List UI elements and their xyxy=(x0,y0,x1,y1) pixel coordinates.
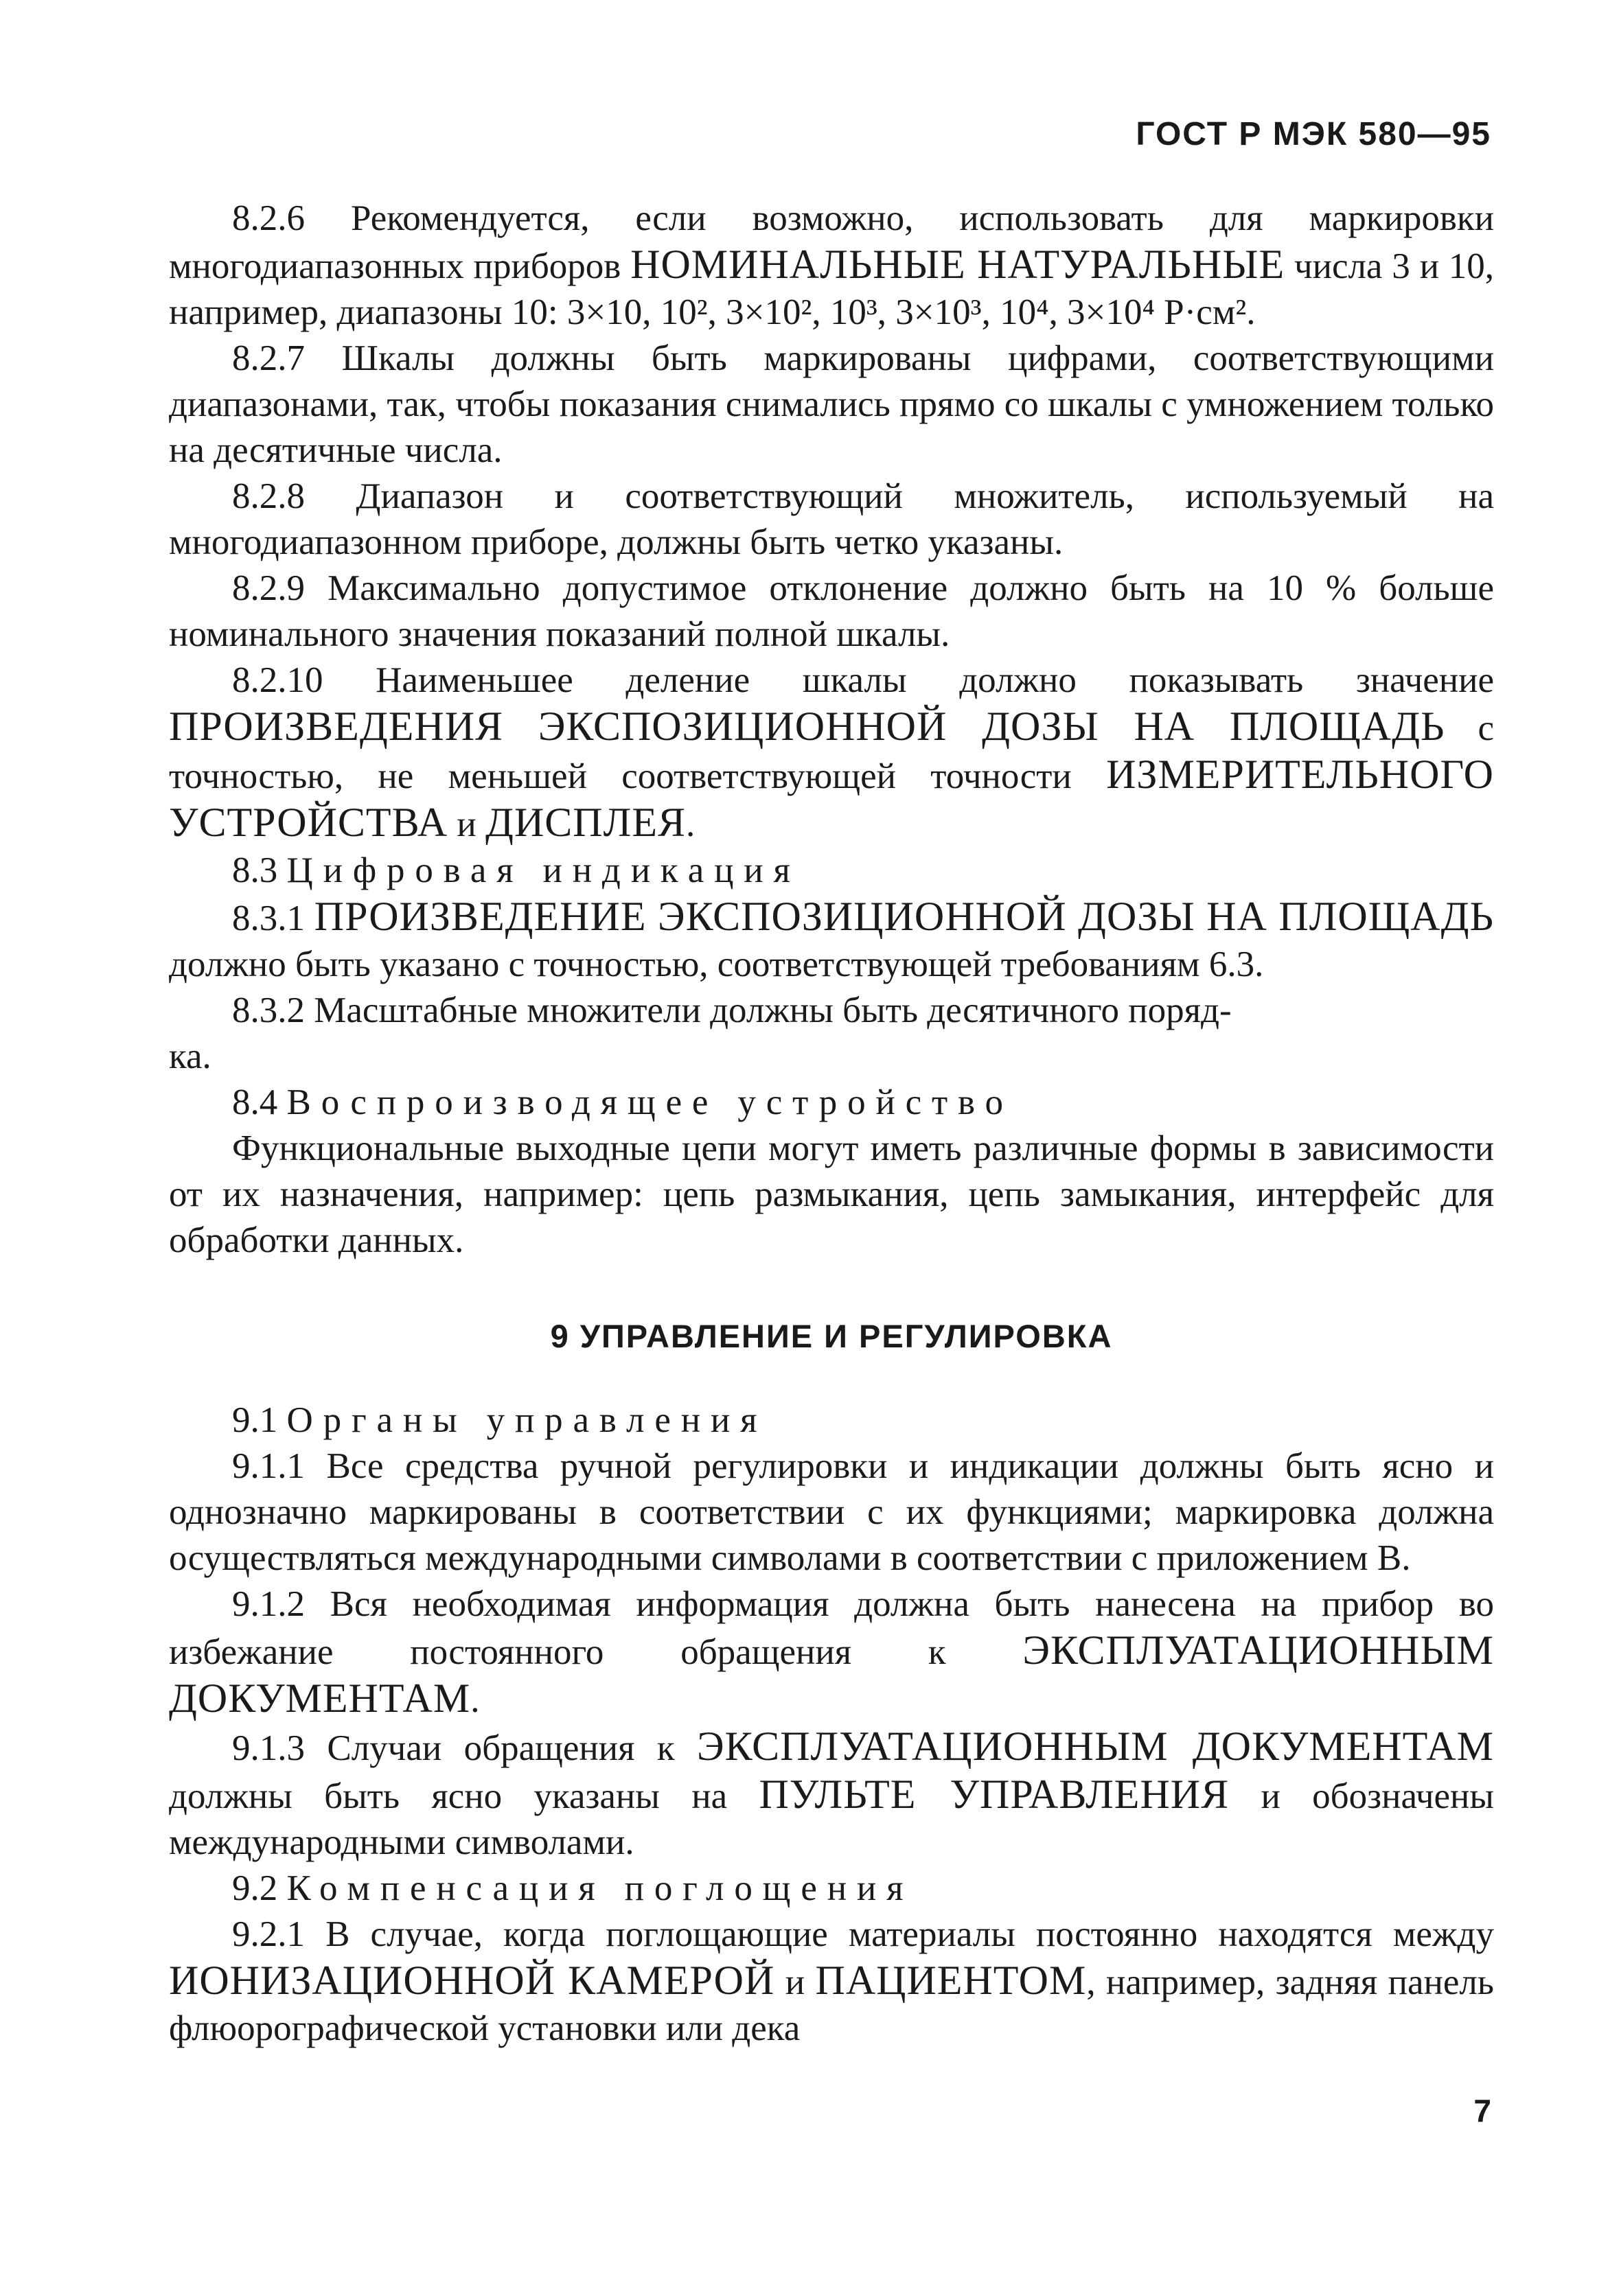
term-run: ПРОИЗВЕДЕНИЯ ЭКСПОЗИЦИОННОЙ ДОЗЫ НА ПЛОЩАДЬ xyxy=(169,704,1445,749)
term-run: ПУЛЬТЕ УПРАВЛЕНИЯ xyxy=(759,1772,1230,1817)
heading-title: Цифровая индикация xyxy=(286,850,801,890)
text-run: , например, задняя панель флюорографической установки или дека xyxy=(169,1962,1494,2048)
term-run: ИОНИЗАЦИОННОЙ КАМЕРОЙ xyxy=(169,1958,775,2003)
paragraph-8-2-6 xyxy=(169,196,1494,336)
term-run: ИЗМЕРИТЕЛЬНОГО УСТРОЙСТВА xyxy=(169,752,1494,845)
heading-title: Органы управления xyxy=(286,1400,768,1440)
heading-number: 8.3 xyxy=(232,850,287,890)
term-run: ПРОИЗВЕДЕНИЕ ЭКСПОЗИЦИОННОЙ ДОЗЫ НА ПЛОЩАДЬ xyxy=(314,894,1494,939)
paragraph-9-1-2 xyxy=(169,1581,1494,1724)
heading-number: 8.4 xyxy=(232,1082,287,1122)
term-run: ДИСПЛЕЯ xyxy=(485,800,687,845)
text-run: 9.1.3 Случаи обращения к xyxy=(232,1728,698,1768)
paragraph-8-2-9: 8.2.9 Максимально допустимое отклонение должно быть на 10 % больше номинального значения показаний полной шкалы. xyxy=(169,568,1494,654)
document-body xyxy=(169,196,1494,2052)
text-run: 8.2.6 Рекомендуется, если возможно, использовать для маркировки многодиапазонных приборов xyxy=(169,198,1494,286)
heading-8-4 xyxy=(169,1080,1494,1126)
text-run: и xyxy=(448,804,486,844)
text-run: 9.2.1 В случае, когда поглощающие материалы постоянно находятся между xyxy=(232,1914,1494,1954)
term-run: НОМИНАЛЬНЫЕ НАТУРАЛЬНЫЕ xyxy=(630,242,1285,287)
text-run: . xyxy=(686,804,696,844)
paragraph-9-2-1 xyxy=(169,1912,1494,2052)
text-run: . xyxy=(470,1680,480,1720)
heading-8-3 xyxy=(169,848,1494,894)
paragraph-8-2-8: 8.2.8 Диапазон и соответствующий множитель, используемый на многодиапазонном приборе, должны быть четко указаны. xyxy=(169,476,1494,562)
term-run: ЭКСПЛУАТАЦИОННЫМ ДОКУМЕНТАМ xyxy=(697,1724,1494,1769)
paragraph-8-3-1 xyxy=(169,894,1494,988)
text-run: должно быть указано с точностью, соответствующей требованиям 6.3. xyxy=(169,944,1264,984)
paragraph-8-2-7: 8.2.7 Шкалы должны быть маркированы цифрами, соответствующими диапазонами, так, чтобы показания снимались прямо со шкалы с умножением только на десятичные числа. xyxy=(169,338,1494,470)
heading-title: Воспроизводящее устройство xyxy=(286,1082,1013,1122)
heading-title: Компенсация поглощения xyxy=(286,1868,914,1908)
term-run: ЭКСПЛУАТАЦИОННЫМ ДОКУМЕНТАМ xyxy=(169,1627,1494,1721)
heading-number: 9.1 xyxy=(232,1400,287,1440)
text-run: с точностью, не меньшей соответствующей точности xyxy=(169,708,1495,796)
term-run: ПАЦИЕНТОМ xyxy=(815,1958,1087,2003)
text-run: 8.3.2 Масштабные множители должны быть десятичного поряд xyxy=(232,990,1219,1030)
paragraph-8-3-2: 8.3.2 Масштабные множители должны быть десятичного поряд- ка. xyxy=(169,990,1232,1076)
text-run: числа 3 и 10, например, диапазоны 10: 3×10, 10², 3×10², 10³, 3×10³, 10⁴, 3×10⁴ Р·см². xyxy=(169,246,1494,332)
text-run: 8.2.10 Наименьшее деление шкалы должно показывать значение xyxy=(232,660,1494,700)
paragraph-9-1-1: 9.1.1 Все средства ручной регулировки и индикации должны быть ясно и однозначно маркированы в соответствии с их функциями; маркировка должна осуществляться международными символами в соответствии с приложением В. xyxy=(169,1446,1494,1578)
text-run: 8.3.1 xyxy=(232,898,314,938)
paragraph-8-2-10 xyxy=(169,658,1494,848)
text-run: и xyxy=(774,1962,816,2002)
document-header: ГОСТ Р МЭК 580—95 xyxy=(1136,116,1491,152)
heading-9-1 xyxy=(169,1398,1494,1443)
text-run: должны быть ясно указаны на xyxy=(169,1776,759,1816)
section-9-title: 9 УПРАВЛЕНИЕ И РЕГУЛИРОВКА xyxy=(550,1318,1113,1354)
text-run: 9.1.2 Вся необходимая информация должна быть нанесена на прибор во избежание постоянного обращения к xyxy=(169,1584,1494,1672)
heading-number: 9.2 xyxy=(232,1868,287,1908)
paragraph-8-4: Функциональные выходные цепи могут иметь различные формы в зависимости от их назначения, например: цепь размыкания, цепь замыкания, интерфейс для обработки данных. xyxy=(169,1128,1494,1260)
text-run: ка. xyxy=(169,1036,211,1076)
text-run: и обозначены международными символами. xyxy=(169,1776,1494,1862)
paragraph-9-1-3 xyxy=(169,1724,1494,1866)
heading-9-2 xyxy=(169,1866,1494,1912)
page-number: 7 xyxy=(1473,2093,1491,2129)
